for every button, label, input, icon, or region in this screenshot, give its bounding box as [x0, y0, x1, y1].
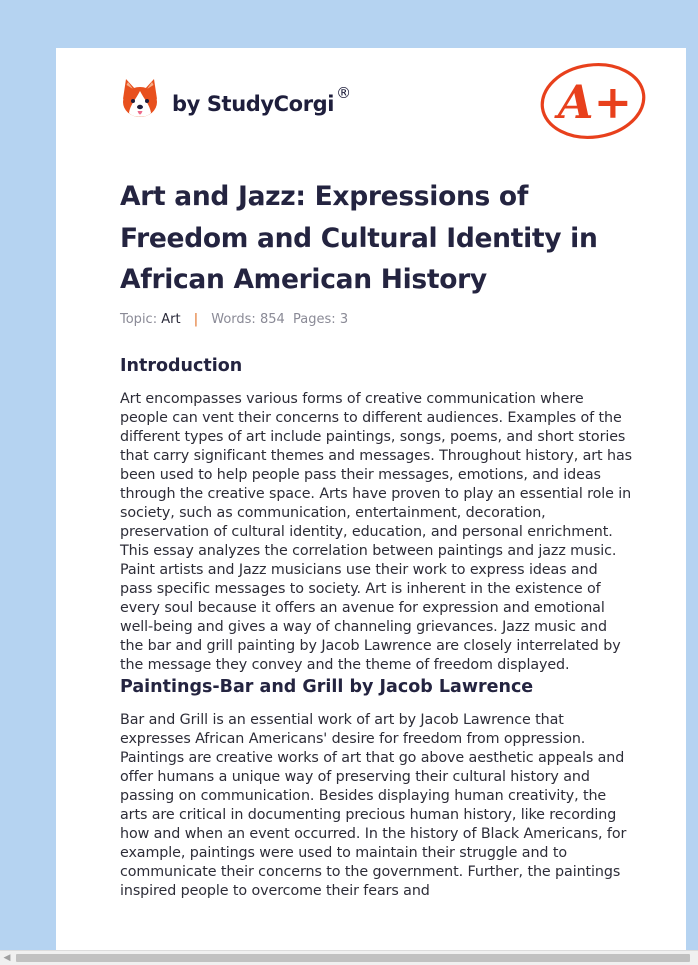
grade-stamp-icon	[538, 60, 648, 142]
grade-a-plus-badge	[538, 60, 648, 146]
document-page	[56, 48, 686, 950]
scrollbar-thumb[interactable]	[16, 954, 690, 962]
pages-label: Pages:	[293, 312, 336, 327]
pages-count: 3	[339, 312, 349, 327]
essay-meta	[120, 312, 348, 327]
brand-logo[interactable]	[120, 76, 351, 122]
section-heading-introduction: Introduction	[120, 356, 243, 376]
scroll-left-arrow-icon[interactable]: ◀	[3, 953, 11, 963]
topic-label: Topic:	[120, 312, 158, 327]
brand-name: by StudyCorgi ®	[172, 84, 351, 116]
grade-text: A+	[557, 75, 633, 129]
corgi-logo-icon	[120, 77, 160, 121]
meta-separator: |	[193, 312, 199, 327]
section-body-introduction: Art encompasses various forms of creative communication where people can vent their concerns to different audiences. Examples of the different types of art include paintings, songs, poems, and short stories that carry significant themes and messages. Throughout history, art has been used to help people pass their messages, emotions, and ideas through the creative space. Arts have proven to play an essential role in society, such as communication, entertainment, decoration, preservation of cultural identity, education, and personal enrichment. This essay analyzes the correlation between paintings and jazz music. Paint artists and Jazz musicians use their work to express ideas and pass specific messages to society. Art is inherent in the existence of every soul because it offers an avenue for expression and emotional well-being and gives a way of channeling grievances. Jazz music and the bar and grill painting by Jacob Lawrence are closely interrelated by the message they convey and the theme of freedom displayed.	[120, 391, 632, 673]
essay-content	[120, 354, 632, 901]
words-label: Words:	[211, 312, 256, 327]
section-body-paintings: Bar and Grill is an essential work of art by Jacob Lawrence that expresses African Americans' desire for freedom from oppression. Paintings are creative works of art that go above aesthetic appeals and offer humans a unique way of preserving their cultural history and passing on communication. Besides displaying human creativity, the arts are critical in documenting precious human history, like recording how and when an event occurred. In the history of Black Americans, for example, paintings were used to maintain their struggle and to communicate their concerns to the government. Further, the paintings inspired people to overcome their fears and	[120, 712, 627, 899]
words-count: 854	[259, 312, 285, 327]
section-heading-paintings: Paintings-Bar and Grill by Jacob Lawrence	[120, 677, 534, 697]
topic-link[interactable]: Art	[161, 312, 181, 327]
essay-title: Art and Jazz: Expressions of Freedom and Cultural Identity in African American History	[120, 181, 598, 295]
horizontal-scrollbar[interactable]	[0, 950, 698, 965]
